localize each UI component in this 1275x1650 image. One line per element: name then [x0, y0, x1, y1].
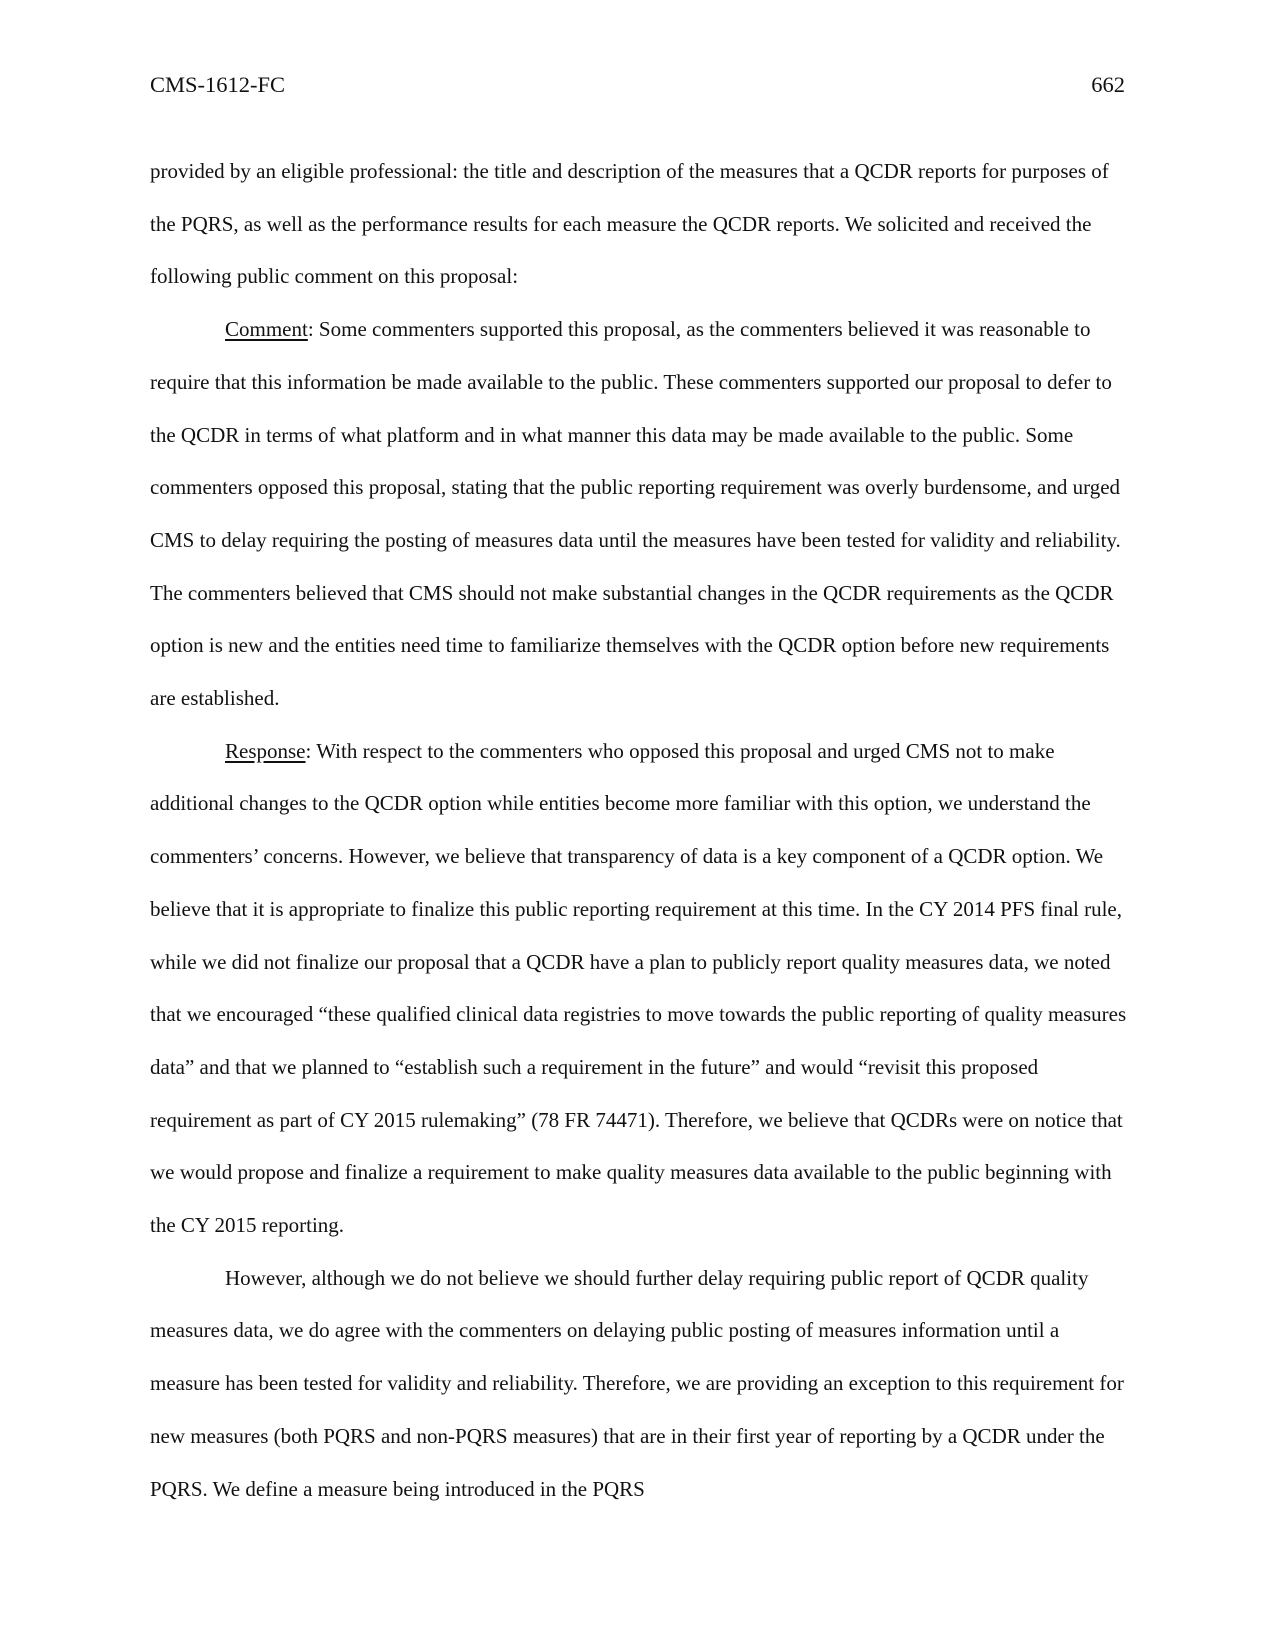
body-text — [150, 145, 1132, 1515]
paragraph-text: : Some commenters supported this proposal, as the commenters believed it was reasonable to require that this information be made available to the public. These commenters supported our proposal to defer to the QCDR in terms of what platform and in what manner this data may be made available to the public. Some commenters opposed this proposal, stating that the public reporting requirement was overly burdensome, and urged CMS to delay requiring the posting of measures data until the measures have been tested for validity and reliability. The commenters believed that CMS should not make substantial changes in the QCDR requirements as the QCDR option is new and the entities need time to familiarize themselves with the QCDR option before new requirements are established. — [150, 317, 1121, 711]
page-number: 662 — [1091, 72, 1125, 97]
paragraph-text: : With respect to the commenters who opposed this proposal and urged CMS not to make additional changes to the QCDR option while entities become more familiar with this option, we understand the commenters’ concerns. However, we believe that transparency of data is a key component of a QCDR option. We believe that it is appropriate to finalize this public reporting requirement at this time. In the CY 2014 PFS final rule, while we did not finalize our proposal that a QCDR have a plan to publicly report quality measures data, we noted that we encouraged “these qualified clinical data registries to move towards the public reporting of quality measures data” and that we planned to “establish such a requirement in the future” and would “revisit this proposed requirement as part of CY 2015 rulemaking” (78 FR 74471). Therefore, we believe that QCDRs were on notice that we would propose and finalize a requirement to make quality measures data available to the public beginning with the CY 2015 reporting. — [150, 738, 1127, 1238]
comment-label: Comment — [225, 317, 308, 342]
page-header — [150, 72, 1125, 112]
paragraph-continuation — [150, 145, 1132, 303]
paragraph-comment — [150, 303, 1132, 725]
paragraph-however — [150, 1252, 1132, 1516]
paragraph-text: provided by an eligible professional: the title and description of the measures that a QCDR reports for purposes of the PQRS, as well as the performance results for each measure the QCDR reports. We solicited and received the following public comment on this proposal: — [150, 159, 1109, 289]
paragraph-response — [150, 725, 1132, 1252]
document-id: CMS-1612-FC — [150, 72, 286, 97]
response-label: Response — [225, 738, 306, 763]
paragraph-text: However, although we do not believe we should further delay requiring public report of QCDR quality measures data, we do agree with the commenters on delaying public posting of measures information until a measure has been tested for validity and reliability. Therefore, we are providing an exception to this requirement for new measures (both PQRS and non-PQRS measures) that are in their first year of reporting by a QCDR under the PQRS. We define a measure being introduced in the PQRS — [150, 1265, 1124, 1501]
